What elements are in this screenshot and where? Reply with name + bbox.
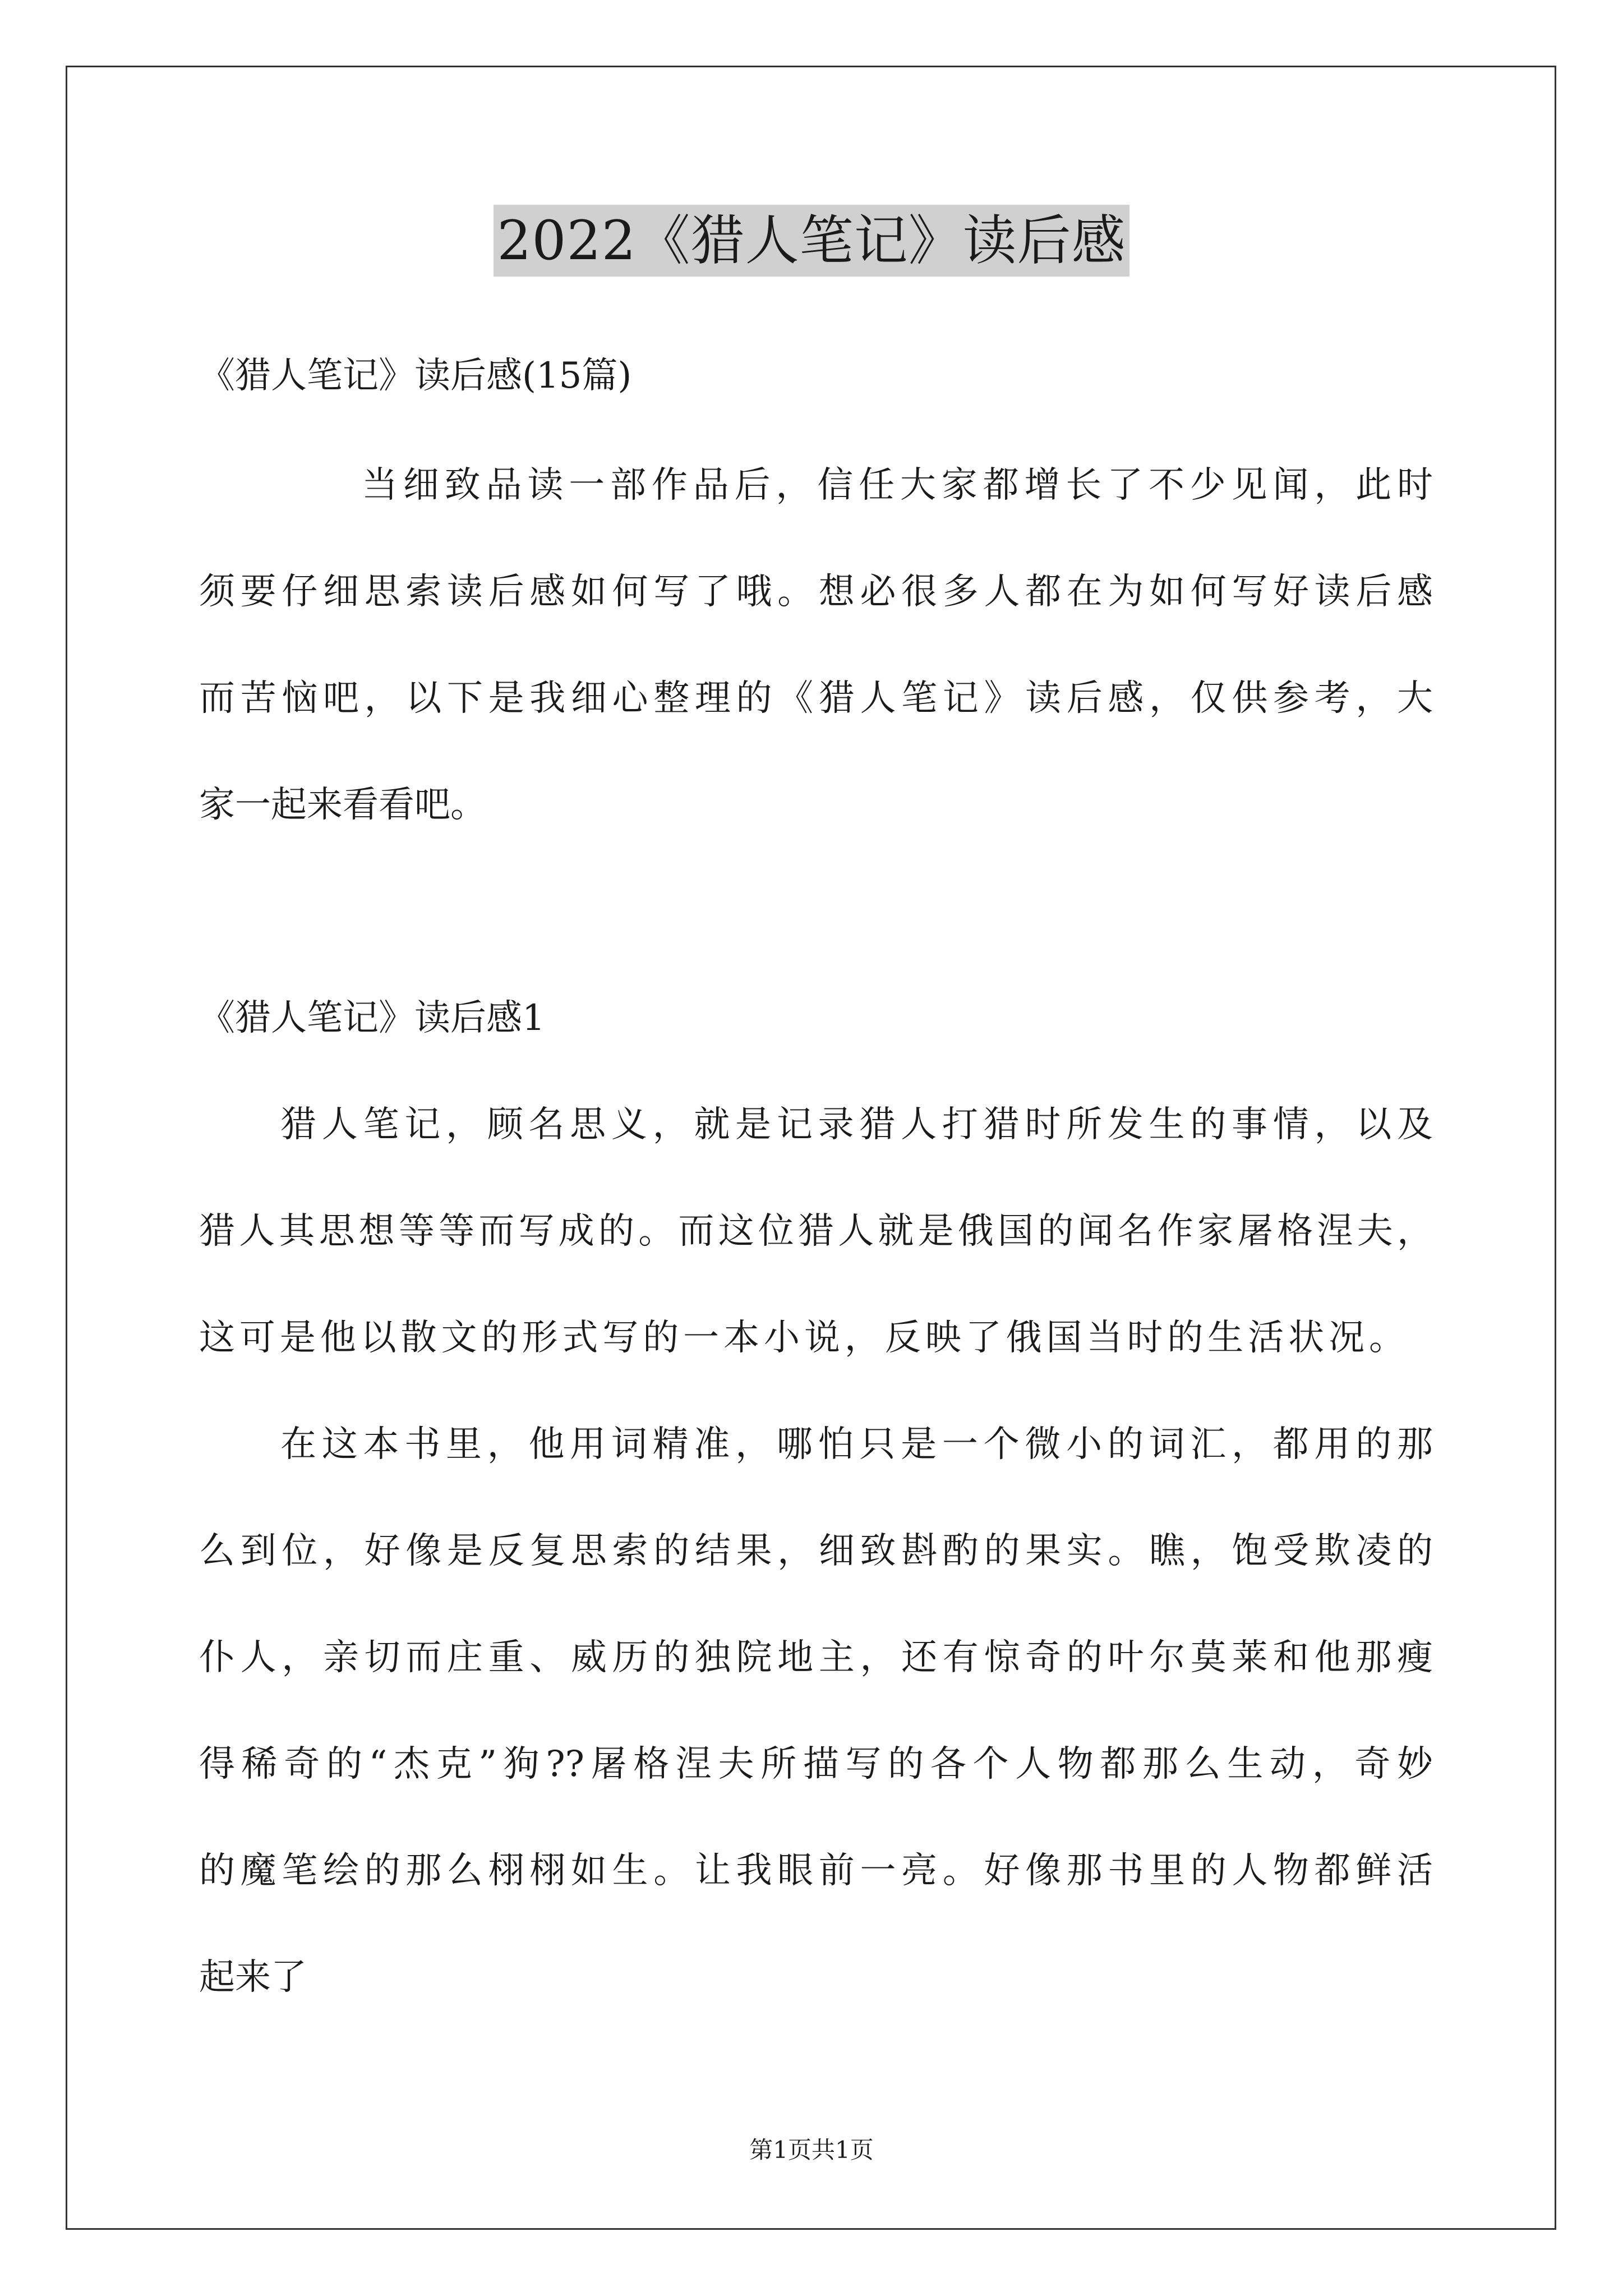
page-total: 共1页	[811, 2136, 874, 2164]
paragraph1-line-2: 猎人其思想等等而写成的。而这位猎人就是俄国的闻名作家屠格涅夫，	[199, 1211, 1433, 1252]
intro-line-2: 须要仔细思索读后感如何写了哦。想必很多人都在为如何写好读后感	[199, 571, 1433, 613]
title-container	[0, 205, 1623, 277]
page-number: 第1页	[749, 2136, 811, 2164]
paragraph1-line-1: 猎人笔记，顾名思义，就是记录猎人打猎时所发生的事情，以及	[280, 1104, 1433, 1145]
section-heading: 《猎人笔记》读后感1	[199, 997, 545, 1039]
paragraph2-line-1: 在这本书里，他用词精准，哪怕只是一个微小的词汇，都用的那	[280, 1424, 1433, 1465]
page-footer	[0, 2134, 1623, 2166]
intro-line-3: 而苦恼吧，以下是我细心整理的《猎人笔记》读后感，仅供参考，大	[199, 678, 1433, 719]
subtitle: 《猎人笔记》读后感(15篇)	[199, 355, 632, 397]
paragraph2-line-3: 仆人，亲切而庄重、威历的独院地主，还有惊奇的叶尔莫莱和他那瘦	[199, 1637, 1433, 1678]
paragraph2-line-5: 的魔笔绘的那么栩栩如生。让我眼前一亮。好像那书里的人物都鲜活	[199, 1850, 1433, 1892]
document-title: 2022《猎人笔记》读后感	[494, 205, 1129, 277]
paragraph1-line-3: 这可是他以散文的形式写的一本小说，反映了俄国当时的生活状况。	[199, 1317, 1405, 1359]
paragraph2-line-4: 得稀奇的“杰克”狗??屠格涅夫所描写的各个人物都那么生动，奇妙	[199, 1743, 1433, 1785]
intro-line-4: 家一起来看看吧。	[199, 784, 486, 826]
intro-line-1: 当细致品读一部作品后，信任大家都增长了不少见闻，此时	[362, 464, 1433, 506]
paragraph2-line-6: 起来了	[199, 1957, 307, 1998]
paragraph2-line-2: 么到位，好像是反复思索的结果，细致斟酌的果实。瞧，饱受欺凌的	[199, 1530, 1433, 1572]
